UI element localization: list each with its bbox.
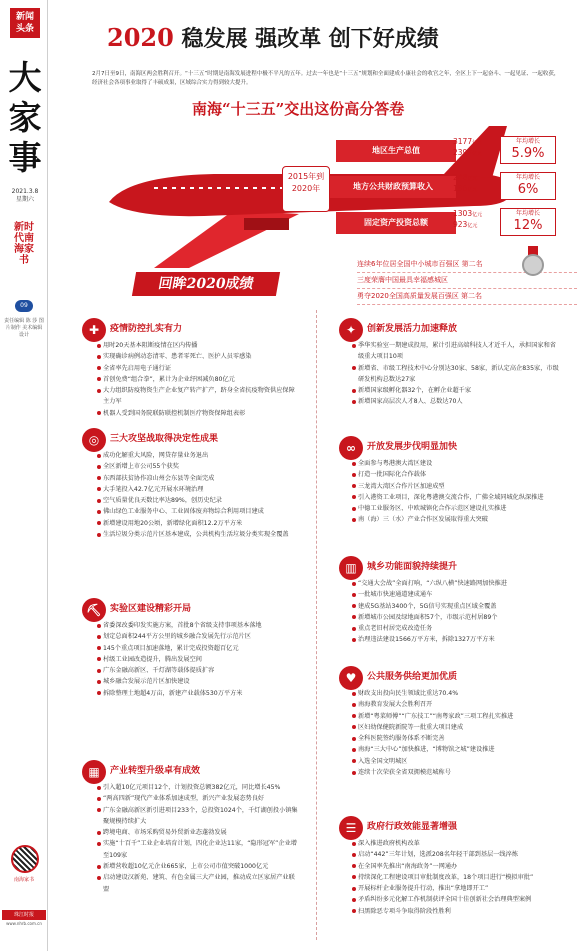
list-item: 开展标杆企业服务提升行动，推出“拿地即开工” [351, 883, 561, 894]
section-list [351, 838, 561, 917]
list-item: 全区新增上市公司55个获奖 [96, 461, 298, 472]
section-list [96, 450, 298, 540]
section-list [96, 620, 298, 699]
list-item: 中德工业服务区、中欧城镇化合作示范区建设扎实推进 [351, 503, 561, 514]
revenue-2015: 186 [453, 184, 468, 193]
metric-revenue-label: 地方公共财政预算收入 [330, 176, 456, 198]
growth-label: 年均增长 [515, 210, 540, 217]
list-item: 持续深化工程建设项目审批制度改革，18个项目进行“模拟审批” [351, 872, 561, 883]
growth-label: 年均增长 [515, 138, 540, 145]
list-item: 新增国家级孵化器32个，在孵企业超千家 [351, 385, 561, 396]
revenue-unit-2015: 亿元 [467, 187, 478, 193]
list-item: 启动“442”三年计划，选派208名年轻干部到基层一线淬炼 [351, 849, 561, 860]
list-item: 新增建设用地20公顷，新增绿化面积12.2万平方米 [96, 518, 298, 529]
list-item: 治理违法建设1566万平方米，拆除1327万平方米 [351, 634, 561, 645]
list-item: 实现确诊病例动态清零、患者零死亡、医护人员零感染 [96, 351, 298, 362]
medal-icon [522, 254, 544, 276]
list-item: 三龙湾大湾区合作片区加速成型 [351, 481, 561, 492]
link-icon: ∞ [339, 436, 363, 460]
section-list [351, 578, 561, 646]
bulb-icon: ✦ [339, 318, 363, 342]
list-item: 深入推进政府机构改革 [351, 838, 561, 849]
list-item: 新增城市公园及绿地面积57个，市级示范村居89个 [351, 612, 561, 623]
metric-investment-values [453, 209, 482, 231]
list-item: 145个重点项目加速落地，累计完成投资超百亿元 [96, 643, 298, 654]
list-item: 城乡融合发展示范片区加快建设 [96, 676, 298, 687]
list-item: 佛山绿色工业服务中心、工业固体废弃物综合利用项目建成 [96, 506, 298, 517]
list-item: 一批城市快速通道建成通车 [351, 589, 561, 600]
list-item: 全面参与粤港澳大湾区建设 [351, 458, 561, 469]
section-title: 三大攻坚战取得决定性成果 [110, 434, 219, 444]
section-title: 城乡功能面貌持续提升 [367, 562, 458, 572]
section-list [351, 688, 561, 778]
honor-item: 勇夺2020全国高质量发展百强区 第二名 [357, 289, 577, 305]
list-item: 全科医院签约服务体系不断完善 [351, 733, 561, 744]
investment-unit: 亿元 [472, 212, 483, 218]
list-item: 扫黑除恶专项斗争取得阶段性胜利 [351, 906, 561, 917]
list-item: 用时20天基本阻断疫情在区内传播 [96, 340, 298, 351]
honor-item: 三度荣膺中国最具幸福感城区 [357, 273, 577, 289]
section-list [351, 340, 561, 408]
section-title: 开放发展步伐明显加快 [367, 442, 458, 452]
buildings-icon: ▥ [339, 556, 363, 580]
metric-investment-label: 固定资产投资总额 [336, 212, 456, 234]
footer-logo: 珠江时报 [2, 910, 46, 920]
gdp-unit: 亿元 [472, 140, 483, 146]
qr-code-icon[interactable] [11, 845, 39, 873]
list-item: 村级工业园改造提升，腾出发展空间 [96, 654, 298, 665]
list-item: 空气质量优良天数比率达89%，创历史纪录 [96, 495, 298, 506]
list-item: 建成5G基站3400个，5G信号实现重点区域全覆盖 [351, 601, 561, 612]
headline-text: 稳发展 强改革 创下好成绩 [181, 26, 439, 52]
list-item: 南（海）三（水）产业合作区发展取得重大突破 [351, 514, 561, 525]
target-icon: ◎ [82, 428, 106, 452]
list-item: 季华实验室一期建成投用，累计引进高端科技人才近千人，承担国家和省级重大项目10项 [351, 340, 561, 363]
date-text: 2021.3.8 [11, 188, 39, 195]
brand-logo: 新闻头条 [10, 8, 40, 38]
list-item: “两高四新”现代产业体系加速成型，新兴产业发展态势良好 [96, 793, 298, 804]
section-title: 创新发展活力加速释放 [367, 324, 458, 334]
list-item: 广东金融高新区、千灯湖等载体提质扩容 [96, 665, 298, 676]
honor-item: 连续6年位居全国中小城市百强区 第二名 [357, 257, 577, 273]
column-title: 大家事 [8, 58, 42, 177]
investment-unit-2015: 亿元 [467, 223, 478, 229]
section-list [96, 340, 298, 419]
list-item: 南海教育发展大会胜利召开 [351, 699, 561, 710]
metric-revenue-values [453, 173, 477, 195]
list-item: 全省率先启用电子通行证 [96, 363, 298, 374]
section-title: 实验区建设精彩开局 [110, 604, 192, 614]
growth-label: 年均增长 [515, 174, 540, 181]
footer-url[interactable]: www.nhrb.com.cn [6, 921, 42, 926]
qr-label: 南海家书 [13, 877, 34, 883]
metric-gdp-values [453, 137, 482, 159]
growth-value: 6% [517, 182, 539, 197]
section-list [96, 782, 298, 895]
list-item: 划定总面积244平方公里的城乡融合发展先行示范片区 [96, 631, 298, 642]
period-badge: 2015年到2020年 [282, 166, 330, 212]
issue-number-badge: 09 [15, 300, 33, 312]
editor-credits: 责任编辑 陈 莎 图片制作 美术编辑 设计 [4, 318, 44, 338]
list-item: 南海“三大中心”加快推进，“博物馆之城”建设推进 [351, 744, 561, 755]
list-item: 新增省、市级工程技术中心分别达30家、58家，新认定高企835家，市级研发机构总数达27家 [351, 363, 561, 386]
list-item: “交通大会战”全面打响，“六纵八横”快速路网加快推进 [351, 578, 561, 589]
growth-value: 5.9% [511, 146, 545, 161]
excavator-icon: ⛏ [82, 598, 106, 622]
metric-revenue-growth [500, 172, 556, 200]
gdp-2020: 3177 [453, 137, 473, 146]
revenue-unit: 亿元 [467, 176, 478, 182]
page-headline [107, 22, 439, 53]
honors-list [357, 257, 577, 305]
section-title: 疫情防控扎实有力 [110, 324, 183, 334]
list-item: 首创免费“组合拳”，累计为企业纾困减负80亿元 [96, 374, 298, 385]
list-item: 区妇幼保健院新院等一批重大项目建成 [351, 722, 561, 733]
gdp-unit-2015: 亿元 [472, 151, 483, 157]
section-banner: 南海“十三五”交出这份高分答卷 [192, 100, 405, 118]
list-item: 引入超10亿元项目12个，计划投资总额382亿元，同比增长45% [96, 782, 298, 793]
list-item: 启动建设汉新苑、建筑、有色金属三大产业园，推动成立区家居产业联盟 [96, 872, 298, 895]
column-subtitle: 新时代南海家书 [14, 222, 34, 266]
list-item: 实施“十百千”工业企业培育计划，四化企业达11家，“隐形冠军”企业增至109家 [96, 838, 298, 861]
list-item: 连续十次荣获全省双拥模范城称号 [351, 767, 561, 778]
list-item: 财政支出投向民生领域比重达70.4% [351, 688, 561, 699]
growth-value: 12% [513, 218, 543, 233]
factory-icon: ▦ [82, 760, 106, 784]
metric-investment-growth [500, 208, 556, 236]
list-item: 省委深改委印发实施方案，首批8个省级支持事项基本落地 [96, 620, 298, 631]
list-item: 重点老旧村居完成改造任务 [351, 623, 561, 634]
list-item: 东西部扶贫协作凉山州会东县等全面完成 [96, 473, 298, 484]
list-item: 入选全国文明城区 [351, 756, 561, 767]
list-item: 新增国家高层次人才8人、总数达70人 [351, 396, 561, 407]
list-item: 引入港资工业项目，深化粤港澳交流合作，广佛全域同城化纵深推进 [351, 492, 561, 503]
list-item: 大力组织防疫物资生产企业复产转产扩产，跻身全省抗疫物资供应保障主力军 [96, 385, 298, 408]
shield-icon: ✚ [82, 318, 106, 342]
list-item: 生活垃圾分类示范片区基本建成，公共机构生活垃圾分类实现全覆盖 [96, 529, 298, 540]
list-item: 在全国率先推出“南海政务”一网通办 [351, 861, 561, 872]
list-item: 机器人受到国务院联防联控机制医疗物资保障组表彰 [96, 408, 298, 419]
investment-2020: 1303 [453, 209, 473, 218]
list-item: 广东金融高新区新引进项目233个，总投资1024个，千灯湖创投小镇集聚规模持续扩大 [96, 805, 298, 828]
list-item: 跨境电商、市场采购贸易外贸新业态蓬勃发展 [96, 827, 298, 838]
list-item: 成功化解重大风险，网贷存量业务退出 [96, 450, 298, 461]
list-item: 大手笔投入42.7亿元开展水环境治理 [96, 484, 298, 495]
list-item: 新增营收超10亿元企业665家，上市公司市值突破1000亿元 [96, 861, 298, 872]
list-item: 矛盾纠纷多元化解工作机制获评全国十佳创新社会治理典型案例 [351, 894, 561, 905]
section-title: 政府行政效能显著增强 [367, 822, 458, 832]
metric-gdp-label: 地区生产总值 [336, 140, 456, 162]
section-title: 产业转型升级卓有成效 [110, 766, 201, 776]
list-item: 打造一批国际化合作载体 [351, 469, 561, 480]
weekday-text: 星期六 [15, 196, 34, 203]
issue-date [4, 188, 46, 204]
plane-engine-icon [244, 218, 289, 230]
review-banner: 回眸2020成绩 [132, 272, 280, 296]
lead-paragraph: 2月7日至9日，南海区两会胜利召开。“十三五”时期是南海发展进程中极不平凡的五年。过去一年也是“十三五”规划和全面建成小康社会的收官之年，全区上下一起奋斗、一起见证、一起收获，经济社会各项事业取得了丰硕成果，区域综合实力得到较大提升。 [92, 71, 560, 86]
metric-gdp-growth [500, 136, 556, 164]
gdp-2015: 2397 [453, 148, 473, 157]
investment-2015: 923 [453, 220, 468, 229]
column-divider [316, 310, 317, 940]
list-item: 拆除整理土地超4万亩，新建产业载体530万平方米 [96, 688, 298, 699]
section-list [351, 458, 561, 526]
heart-icon: ♥ [339, 666, 363, 690]
revenue-2020: 248 [453, 173, 468, 182]
document-icon: ☰ [339, 816, 363, 840]
list-item: 新增“粤菜师傅”“广东技工”“南粤家政”三项工程扎实推进 [351, 711, 561, 722]
headline-year: 2020 [107, 23, 174, 52]
main-content [52, 0, 579, 951]
section-title: 公共服务供给更加优质 [367, 672, 458, 682]
sidebar [0, 0, 48, 951]
